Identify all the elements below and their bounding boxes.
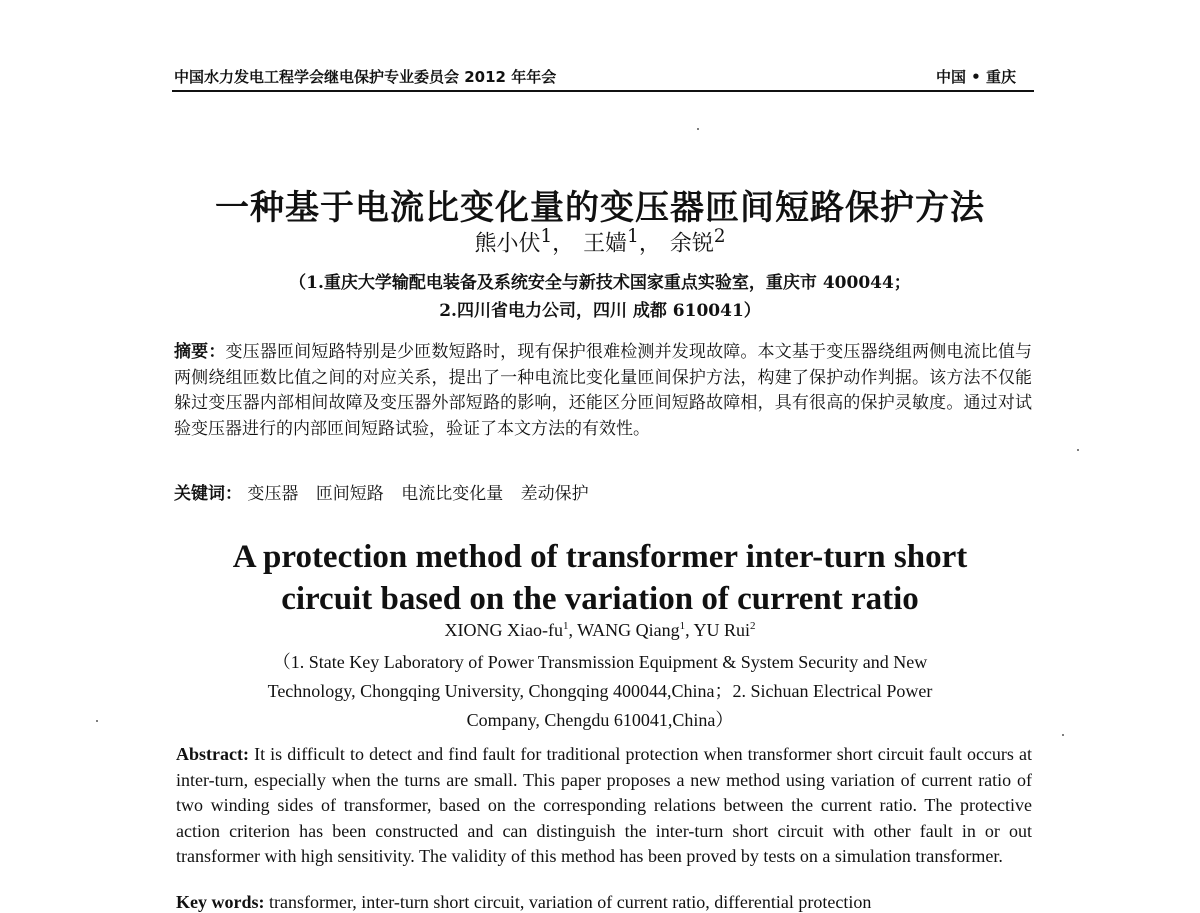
chinese-keywords-label: 关键词： [174,484,242,504]
scan-speck [1062,734,1064,736]
chinese-abstract [174,340,1032,442]
chinese-abstract-text: 变压器匝间短路特别是少匝数短路时，现有保护很难检测并发现故障。本文基于变压器绕组两侧电流比值与两侧绕组匝数比值之间的对应关系，提出了一种电流比变化量匝间保护方法，构建了保护动作判据。该方法不仅能躲过变压器内部相间故障及变压器外部短路的影响，还能区分匝间短路故障相，具有很高的保护灵敏度。通过对试验变压器进行的内部匝间短路试验，验证了本文方法的有效性。 [174,342,1033,439]
english-title-line: A protection method of transformer inter-turn short [232,539,968,575]
author-affiliation-mark: 2 [713,226,726,247]
english-abstract [176,742,1032,870]
english-title [0,536,1200,620]
author-affiliation-mark: 1 [627,226,639,247]
english-keywords-label: Key words: [176,892,265,912]
scan-speck [1077,449,1079,451]
english-affiliation-line: （1. State Key Laboratory of Power Transmission Equipment & System Security and New [272,652,928,672]
author-name: YU Rui [693,620,750,640]
english-affiliation-line: Technology, Chongqing University, Chongqing 400044,China；2. Sichuan Electrical Power [267,681,933,701]
chinese-title: 一种基于电流比变化量的变压器匝间短路保护方法 [215,188,985,228]
keyword: 匝间短路 [315,484,384,504]
author-name: XIONG Xiao-fu [444,620,563,640]
author-affiliation-mark: 2 [750,620,756,632]
author-affiliation-mark: 1 [562,620,569,632]
keyword: 变压器 [247,484,299,504]
chinese-abstract-label: 摘要： [174,342,226,362]
scan-speck [96,720,98,722]
english-abstract-label: Abstract: [176,744,249,764]
english-abstract-text: It is difficult to detect and find fault for traditional protection when transformer short circuit fault occurs at inter-turn, especially when the turns are small. This paper proposes a new method using variation of current ratio of two winding sides of transformer, based on the corresponding relations between the current ratio. The protective action criterion has been constructed and can distinguish the inter-turn short circuit with other fault in or out transformer with high sensitivity. The validity of this method has been proved by tests on a simulation transformer. [176,744,1033,866]
chinese-authors: 熊小伏$^1$， 王嫱$^1$， 余锐$^2$ [474,226,726,257]
running-header [172,64,1034,92]
chinese-affiliation-line: （1.重庆大学输配电装备及系统安全与新技术国家重点实验室，重庆市 400044； [289,273,911,293]
author-name: WANG Qiang [577,620,680,640]
english-authors: XIONG Xiao-$fu^1$, WANG Qiang$^1$, YU Rui$^2$ [444,620,756,640]
english-keywords [176,892,1032,913]
english-keywords-text: transformer, inter-turn short circuit, variation of current ratio, differential protection [269,892,872,912]
chinese-keywords [174,482,1032,507]
keyword: 差动保护 [520,484,589,504]
english-affiliation-line: Company, Chengdu 610041,China） [466,710,734,730]
scan-speck [697,128,699,130]
author-name: 熊小伏 [474,231,541,257]
author-affiliation-mark: 1 [540,226,553,247]
english-title-line: circuit based on the variation of current ratio [281,581,919,617]
header-location: 中国 • 重庆 [935,68,1016,86]
english-affiliation [0,648,1200,735]
author-name: 王嫱 [583,231,628,257]
author-name: 余锐 [669,231,714,257]
header-conference: 中国水力发电工程学会继电保护专业委员会 2012 年年会 [174,68,557,86]
keyword: 电流比变化量 [401,484,504,504]
author-affiliation-mark: 1 [679,620,686,632]
chinese-affiliation-line: 2.四川省电力公司，四川 成都 610041） [439,301,761,321]
